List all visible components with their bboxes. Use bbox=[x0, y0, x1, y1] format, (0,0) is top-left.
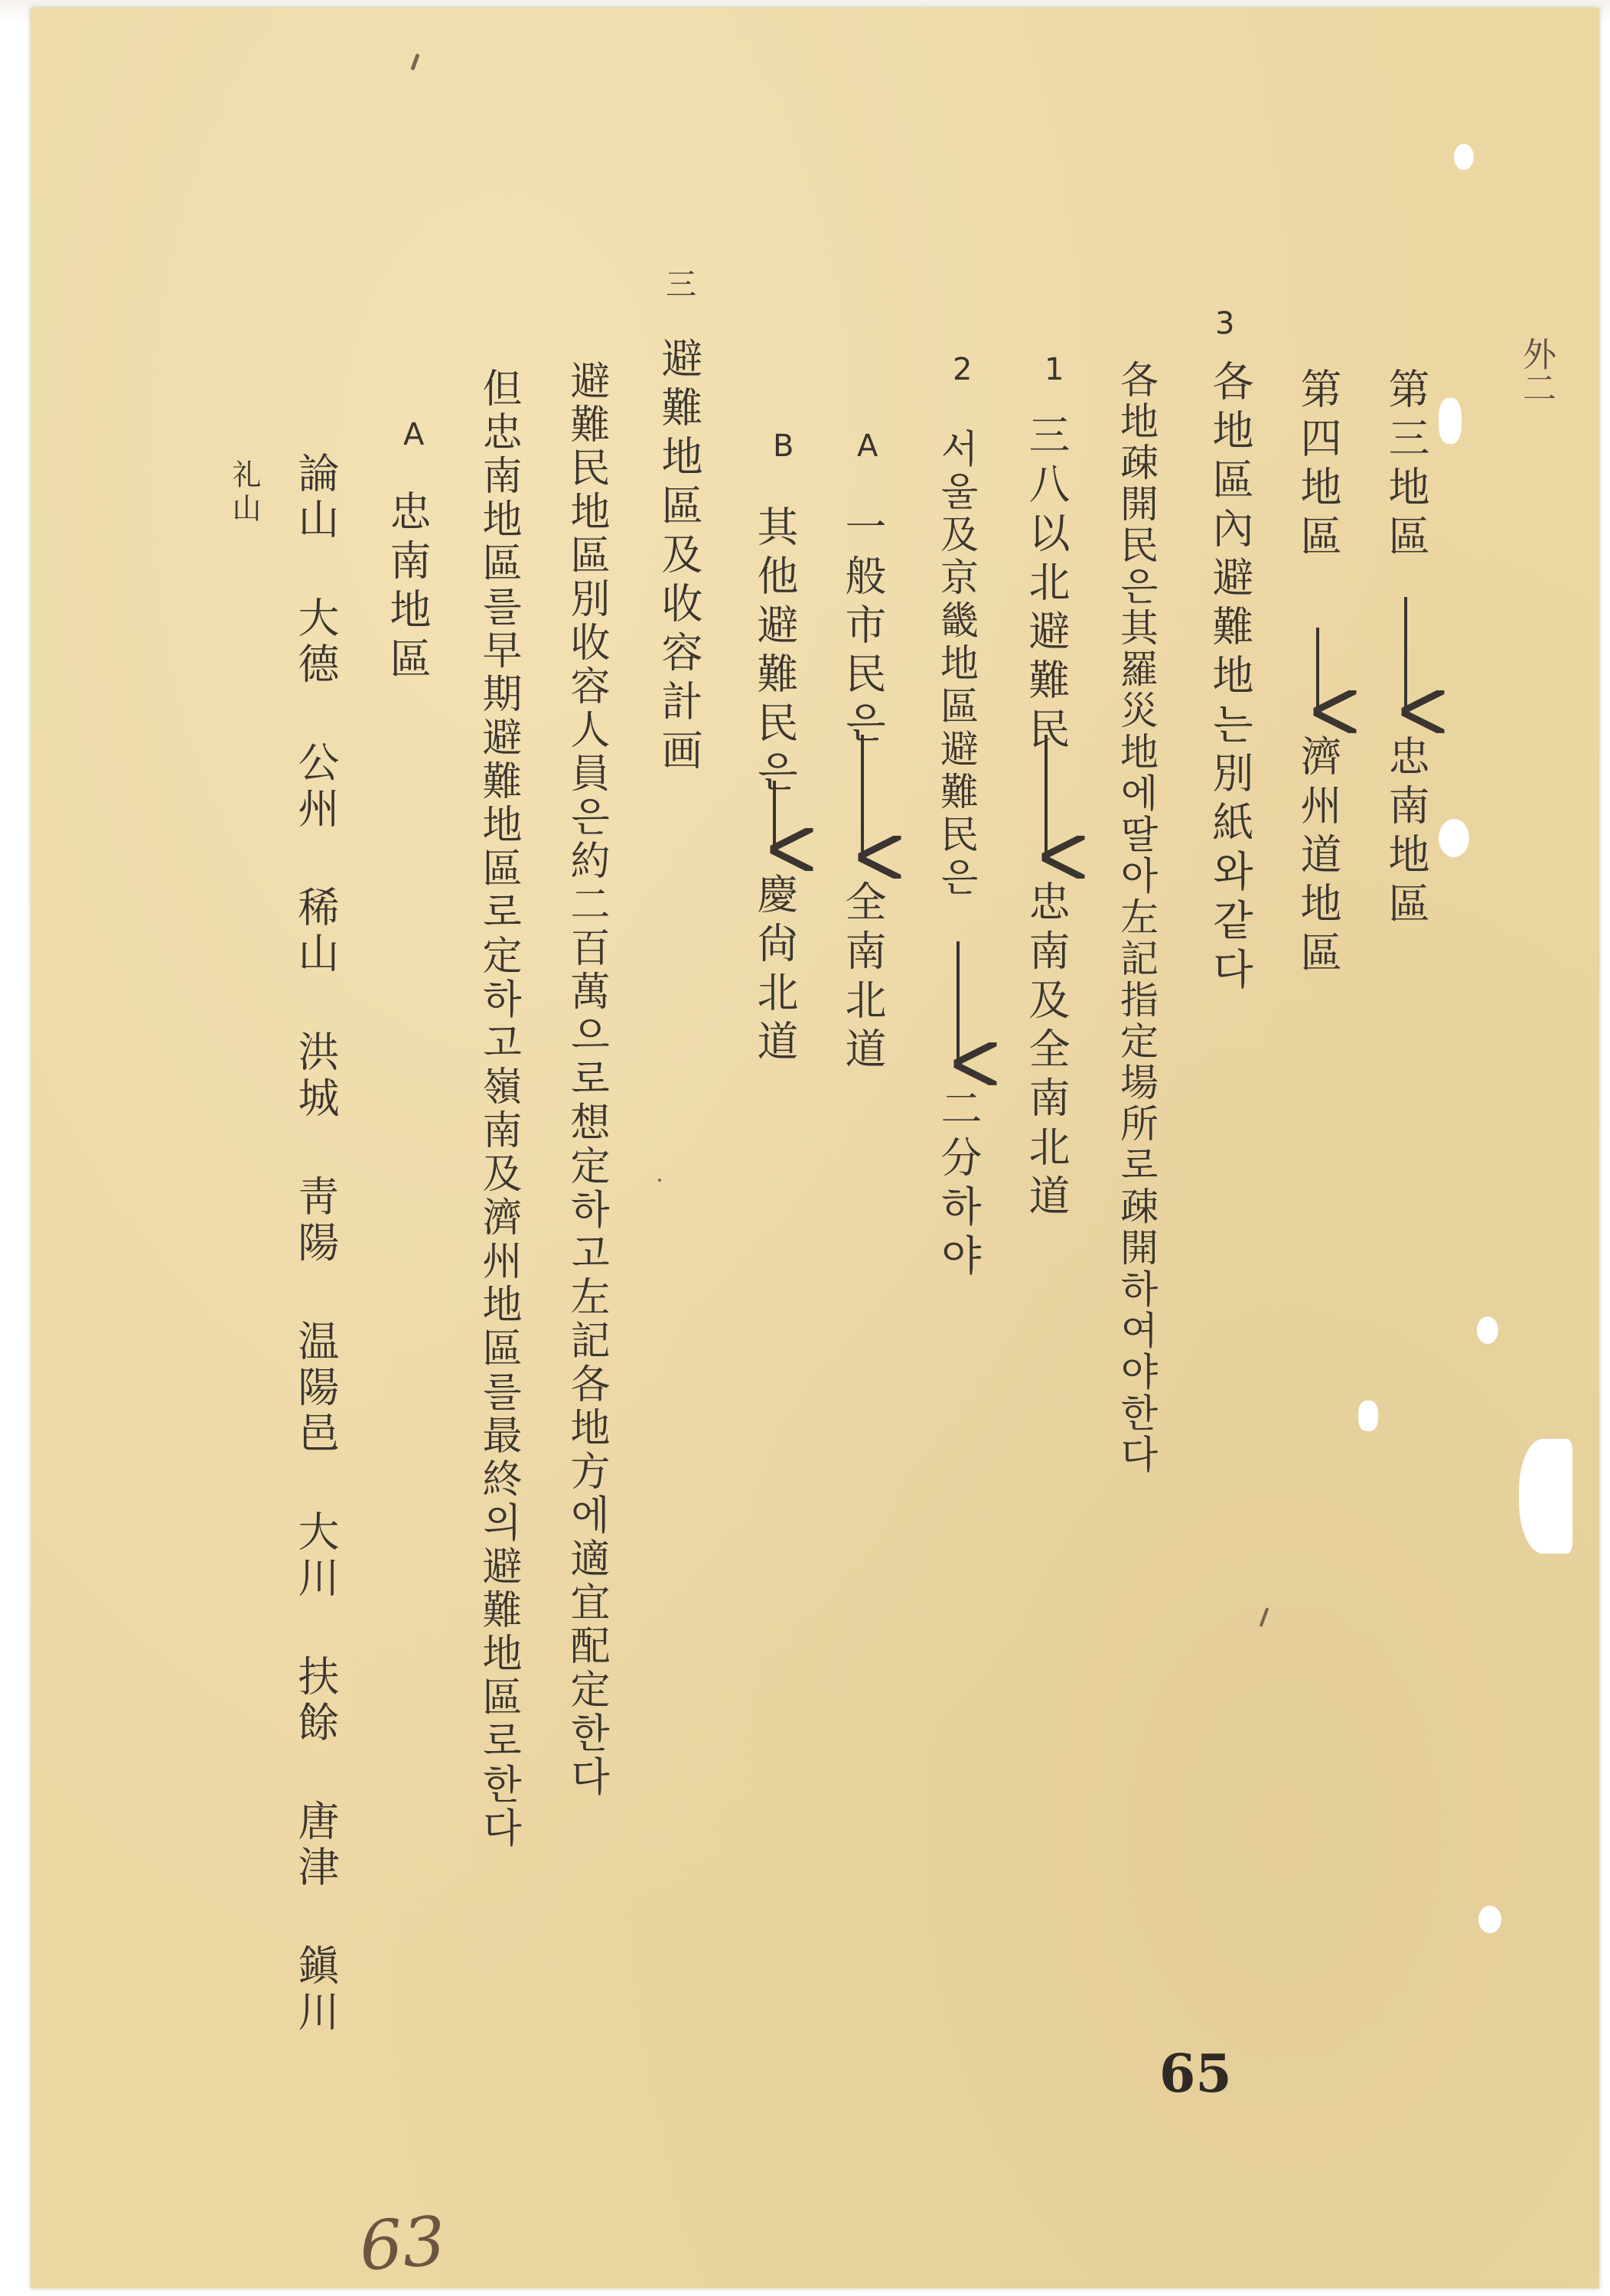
line-early-evacuation: 但忠南地區를早期避難地區로定하고嶺南及濟州地區를最終의避難地區로한다 bbox=[475, 367, 521, 1851]
line-seoul-evacuees: 서울及京畿地區避難民은 bbox=[934, 429, 979, 900]
line-seoul-evacuees-target: 二分하야 bbox=[934, 1087, 983, 1283]
item-label-a: A bbox=[857, 429, 878, 464]
line-general-citizens: 一般市民은 bbox=[839, 505, 887, 750]
item-label-1: 1 bbox=[1045, 352, 1064, 387]
line-other-evacuees-target: 慶尙北道 bbox=[751, 872, 799, 1068]
list-place-yesan: 礼山 bbox=[227, 459, 261, 527]
handwritten-page-number: 63 bbox=[357, 2201, 448, 2286]
line-other-evacuees: 其他避難民은 bbox=[751, 505, 799, 799]
line-third-district-target: 忠南地區 bbox=[1382, 735, 1430, 931]
line-capacity-plan: 避難民地區別收容人員은約二百萬으로想定하고左記各地方에適宜配定한다 bbox=[563, 360, 609, 1799]
section-heading-evacuation-plan: 避難地區及收容計画 bbox=[655, 337, 703, 778]
subsection-label-a: A bbox=[403, 417, 425, 452]
line-fourth-district-target: 濟州道地區 bbox=[1294, 735, 1342, 980]
page-number: 65 bbox=[1159, 2043, 1232, 2105]
corner-mark: 外二 bbox=[1517, 337, 1556, 404]
item-label-b: B bbox=[773, 429, 794, 464]
line-third-district: 第三地區 bbox=[1382, 367, 1430, 563]
section-label-three: 三 bbox=[666, 267, 696, 302]
subsection-heading-chungnam: 忠南地區 bbox=[383, 490, 432, 686]
list-places-chungnam: 論山 大德 公州 稀山 洪城 靑陽 温陽邑 大川 扶餘 唐津 鎭川 bbox=[292, 452, 340, 2036]
line-evacuation-sites: 各地區內避難地는別紙와같다 bbox=[1206, 360, 1254, 996]
line-north-evacuees: 三八以北避難民 bbox=[1022, 413, 1071, 756]
line-general-citizens-target: 全南北道 bbox=[839, 880, 887, 1076]
item-label-3: 3 bbox=[1215, 306, 1235, 341]
line-evacuees-instruction: 各地疎開民은其羅災地에딸아左記指定場所로疎開하여야한다 bbox=[1114, 360, 1159, 1476]
line-fourth-district: 第四地區 bbox=[1294, 367, 1342, 563]
line-north-evacuees-target: 忠南及全南北道 bbox=[1022, 880, 1071, 1223]
item-label-2: 2 bbox=[953, 352, 973, 387]
